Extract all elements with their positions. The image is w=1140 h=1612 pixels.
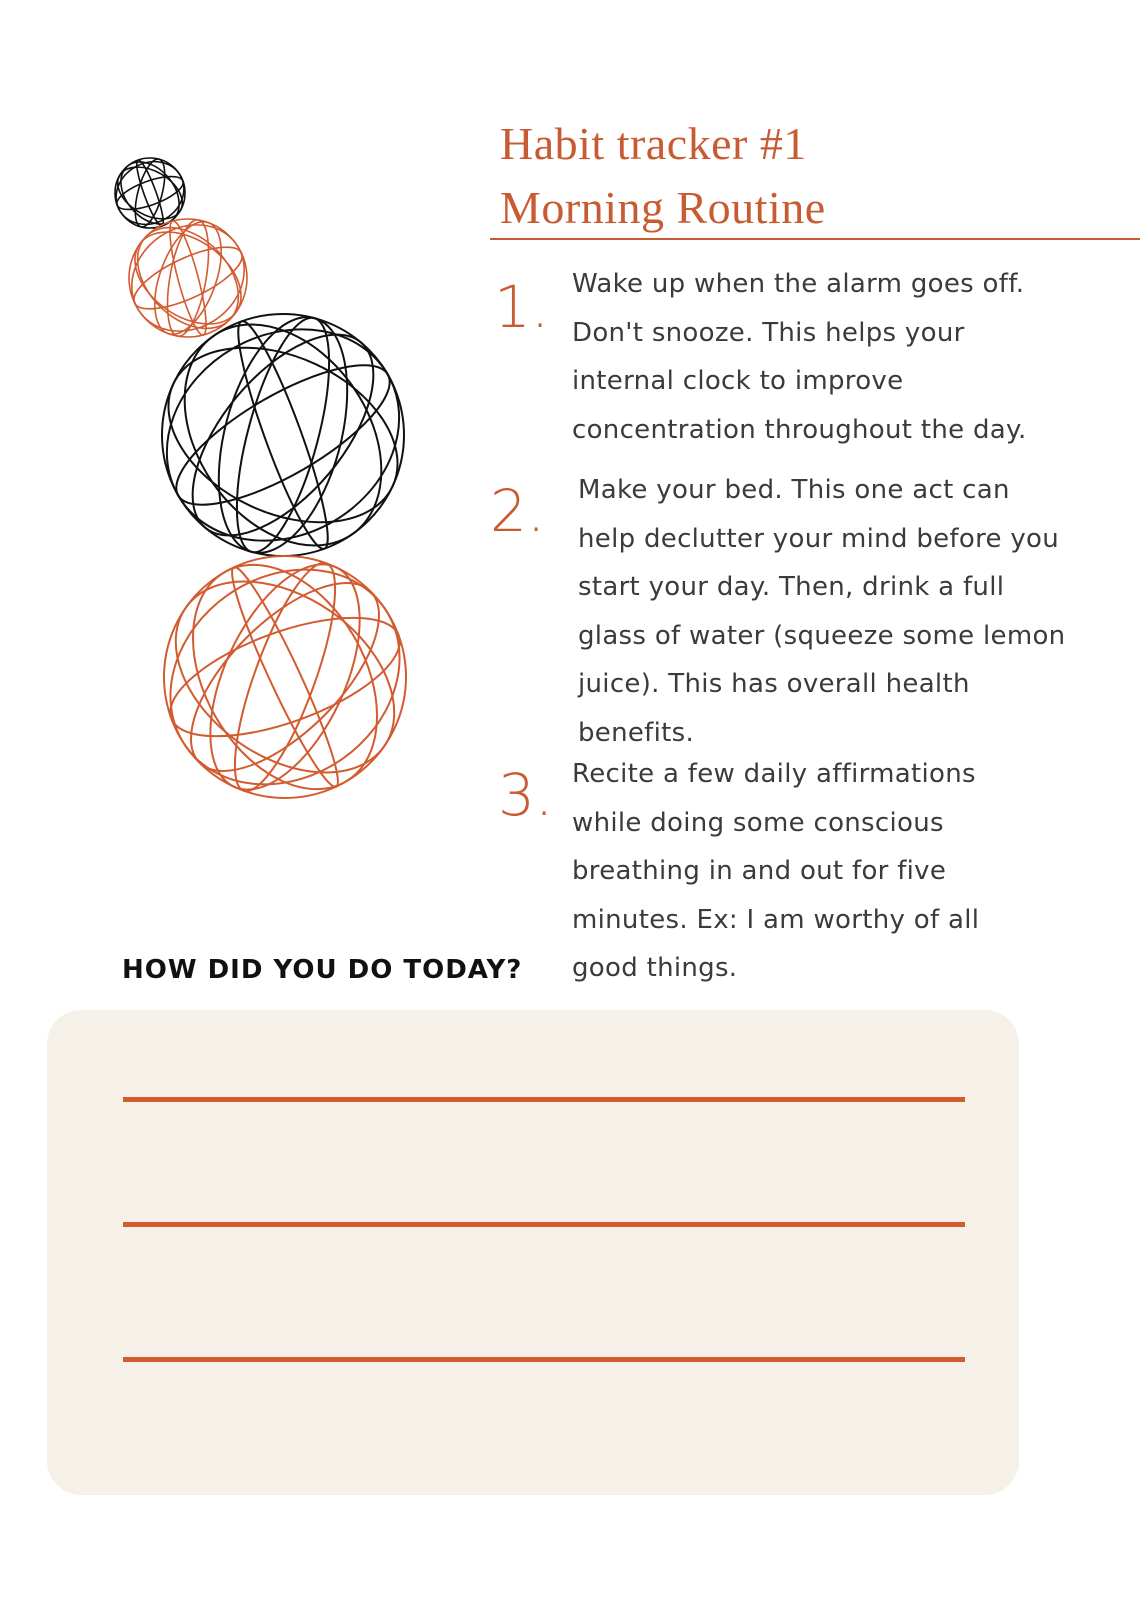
small-orange-orb: [111, 203, 265, 353]
title-line-1: Habit tracker #1: [500, 118, 807, 169]
page-title: [500, 112, 826, 240]
small-black-orb: [105, 150, 196, 237]
title-line-2: Morning Routine: [500, 182, 826, 233]
step-text-2: Make your bed. This one act can help declutter your mind before you start your day. Then, drink a full glass of water (squeeze some lemon juice). This has overall health benefits.: [578, 475, 1066, 748]
writing-line-3[interactable]: [123, 1357, 965, 1362]
wireframe-orbs-illustration: [0, 0, 460, 820]
large-orange-orb: [129, 526, 442, 820]
step-number-3: 3.: [498, 761, 554, 829]
step-number-2: 2.: [490, 477, 546, 545]
writing-line-2[interactable]: [123, 1222, 965, 1227]
writing-line-1[interactable]: [123, 1097, 965, 1102]
step-text-1: Wake up when the alarm goes off. Don't snooze. This helps your internal clock to improve concentration throughout the day.: [572, 269, 1027, 445]
step-text-3: Recite a few daily affirmations while doing some conscious breathing in and out for five minutes. Ex: I am worthy of all good things.: [572, 759, 980, 983]
title-divider: [490, 238, 1140, 240]
step-number-1: 1.: [494, 273, 550, 341]
reflection-panel: [47, 1010, 1019, 1495]
reflection-question: HOW DID YOU DO TODAY?: [122, 955, 523, 985]
